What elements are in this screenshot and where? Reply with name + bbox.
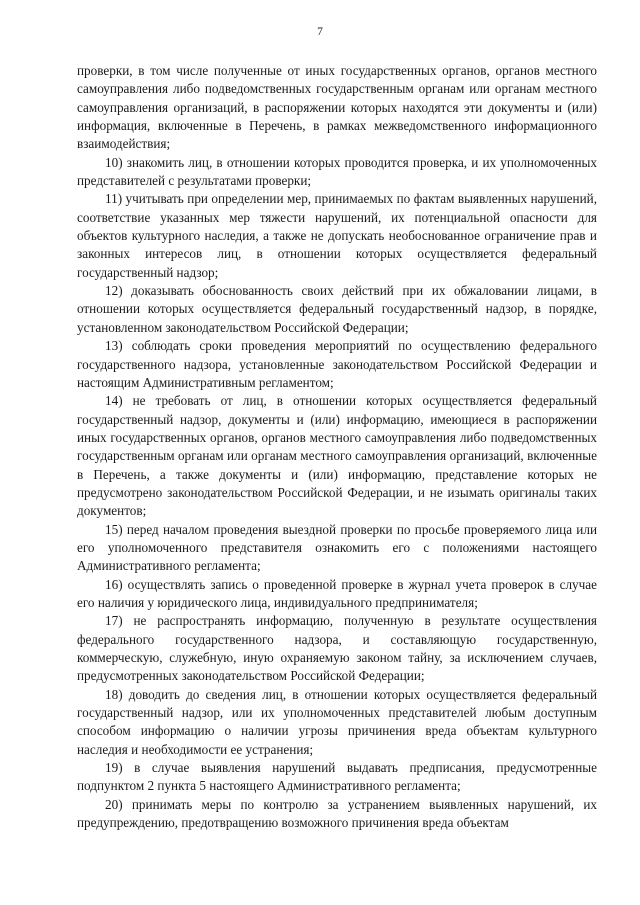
list-item-18: 18) доводить до сведения лиц, в отношении которых осуществляется федеральный государственный надзор, или их уполномоченных представителей любым доступным способом информацию о наличии угрозы причинения вреда объектам культурного наследия и необходимости ее устранения;	[77, 686, 597, 757]
continuation-paragraph: проверки, в том числе полученные от иных государственных органов, органов местного самоуправления либо подведомственных государственным органам или органам местного самоуправления организаций, в распоряжении которых находятся эти документы и (или) информация, включенные в Перечень, в рамках межведомственного информационного взаимодействия;	[77, 63, 597, 152]
list-item-13: 13) соблюдать сроки проведения мероприятий по осуществлению федерального государственного надзора, установленные законодательством Российской Федерации и настоящим Административным регламентом;	[77, 338, 597, 390]
page-number: 7	[317, 26, 323, 38]
list-item-20: 20) принимать меры по контролю за устранением выявленных нарушений, их предупреждению, предотвращению возможного причинения вреда объектам	[77, 796, 597, 831]
list-item-11: 11) учитывать при определении мер, принимаемых по фактам выявленных нарушений, соответствие указанных мер тяжести нарушений, их потенциальной опасности для объектов культурного наследия, а также не допускать необоснованное ограничение прав и законных интересов лиц, в отношении которых осуществляется федеральный государственный надзор;	[77, 191, 597, 280]
list-item-10: 10) знакомить лиц, в отношении которых проводится проверка, и их уполномоченных представителей с результатами проверки;	[77, 154, 597, 189]
list-item-15: 15) перед началом проведения выездной проверки по просьбе проверяемого лица или его уполномоченного представителя ознакомить его с положениями настоящего Административного регламента;	[77, 521, 597, 574]
list-item-12: 12) доказывать обоснованность своих действий при их обжаловании лицами, в отношении которых осуществляется федеральный государственный надзор, в порядке, установленном законодательством Российской Федерации;	[77, 283, 597, 335]
document-body	[77, 62, 597, 832]
list-item-19: 19) в случае выявления нарушений выдавать предписания, предусмотренные подпунктом 2 пункта 5 настоящего Административного регламента;	[77, 760, 597, 794]
list-item-17: 17) не распространять информацию, полученную в результате осуществления федерального государственного надзора, и составляющую государственную, коммерческую, служебную, иную охраняемую законом тайну, за исключением случаев, предусмотренных законодательством Российской Федерации;	[77, 613, 597, 684]
list-item-16: 16) осуществлять запись о проведенной проверке в журнал учета проверок в случае его наличия у юридического лица, индивидуального предпринимателя;	[77, 576, 597, 610]
list-item-14: 14) не требовать от лиц, в отношении которых осуществляется федеральный государственный надзор, документы и (или) информацию, имеющиеся в распоряжении иных государственных органов, органов местного самоуправления либо подведомственных государственным органам или органам местного самоуправления организаций, включенные в Перечень, а также документы и (или) информацию, представление которых не предусмотрено законодательством Российской Федерации, и не изымать оригиналы таких документов;	[77, 393, 597, 519]
